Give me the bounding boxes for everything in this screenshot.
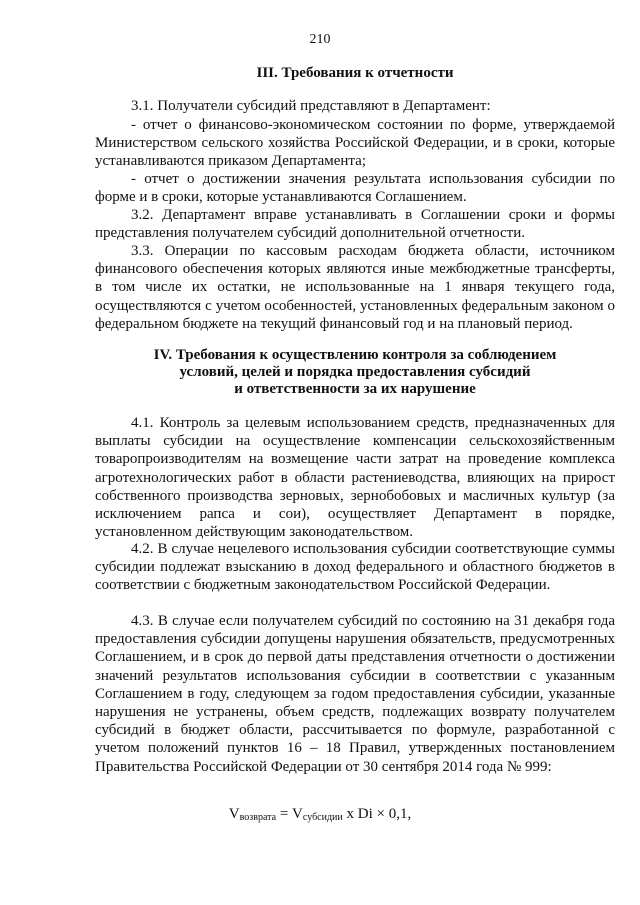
section-4-heading xyxy=(95,347,615,398)
paragraph-3-1-item-2: - отчет о достижении значения результата использования субсидии по форме и в сроки, которые устанавливаются Соглашением. xyxy=(95,171,615,206)
paragraph-4-1: 4.1. Контроль за целевым использованием средств, предназначенных для выплаты субсидии на осуществление компенсации сельскохозяйственным товаропроизводителям на возмещение части затрат на проведение комплекса агротехнологических работ в области растениеводства, влияющих на прирост собственного производства зерновых, зернобобовых и масличных культур (за исключением рапса и сои), осуществляет Департамент в порядке, установленном действующим законодательством. xyxy=(95,415,615,541)
section-4-heading-line-2: условий, целей и порядка предоставления субсидий xyxy=(179,364,531,380)
section-4-heading-line-3: и ответственности за их нарушение xyxy=(234,381,476,397)
paragraph-3-1: 3.1. Получатели субсидий представляют в Департамент: xyxy=(131,98,491,114)
section-4-heading-line-1: IV. Требования к осуществлению контроля за соблюдением xyxy=(153,347,557,363)
section-3-heading: III. Требования к отчетности xyxy=(256,65,454,81)
paragraph-3-3: 3.3. Операции по кассовым расходам бюджета области, источником финансового обеспечения которых являются иные межбюджетные трансферты, в том числе их остатки, не использованные на 1 января текущего года, осуществляются с учетом особенностей, установленных федеральным законом о федеральном бюджете на текущий финансовый год и на плановый период. xyxy=(95,243,615,332)
page-number: 210 xyxy=(309,32,331,47)
paragraph-4-3: 4.3. В случае если получателем субсидий по состоянию на 31 декабря года предоставления субсидии допущены нарушения обязательств, предусмотренных Соглашением, и в срок до первой даты представления отчетности о достижении значений результатов использования субсидии в соответствии с указанным Соглашением в году, следующем за годом предоставления субсидии, указанные нарушения не устранены, объем средств, подлежащих возврату получателем субсидий в бюджет области, рассчитывается по формуле, разработанной с учетом положений пунктов 16 – 18 Правил, утвержденных постановлением Правительства Российской Федерации от 30 сентября 2014 года № 999: xyxy=(95,613,615,775)
paragraph-3-2: 3.2. Департамент вправе устанавливать в Соглашении сроки и формы представления получателем субсидий дополнительной отчетности. xyxy=(95,207,615,242)
paragraph-3-1-item-1: - отчет о финансово-экономическом состоянии по форме, утверждаемой Министерством сельского хозяйства Российской Федерации, и в сроки, которые устанавливаются приказом Департамента; xyxy=(95,117,615,170)
paragraph-4-2: 4.2. В случае нецелевого использования субсидии соответствующие суммы субсидии подлежат взысканию в доход федерального и областного бюджетов в соответствии с бюджетным законодательством Российской Федерации. xyxy=(95,541,615,594)
refund-formula: $V_{возврата} = V_{субсидии}$ x Di × 0,1, xyxy=(228,806,412,823)
